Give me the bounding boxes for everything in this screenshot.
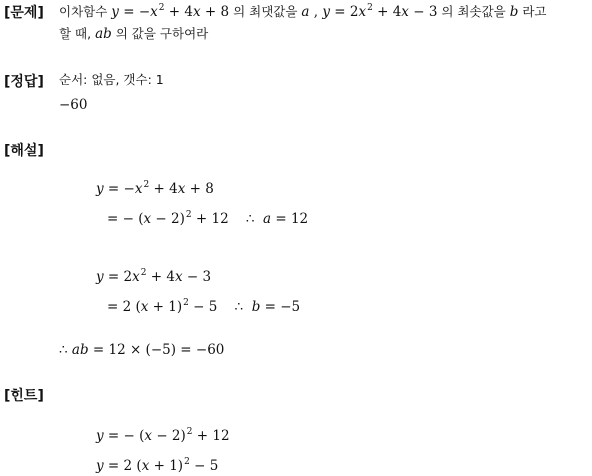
hint-eq-2: y = 2 $(x + 1)^2 - 5$ (96, 457, 219, 474)
explanation-eq-4: = 2 $(x + 1)^2 - 5$ ∴ b = −5 (107, 298, 301, 315)
explanation-eq-1: $y = -x^2 + 4x + 8$ (96, 180, 214, 197)
problem-line-2 (59, 26, 208, 43)
explanation-eq-2: = − $(x - 2)^2 + 12$ ∴ a = 12 (107, 210, 309, 227)
variable-b: b (509, 4, 519, 20)
explanation-tag: [해설] (4, 143, 44, 159)
problem-text: 할 때, (59, 26, 96, 41)
equation-2: $y = 2x^2 + 4x - 3$ (322, 3, 438, 20)
problem-text: 라고 (518, 4, 547, 19)
equation-1: $y = -x^2 + 4x + 8$ (111, 3, 230, 20)
hint-tag: [힌트] (4, 388, 44, 404)
answer-value: −60 (59, 97, 88, 113)
problem-text: 의 최솟값을 (437, 4, 510, 19)
problem-text: 의 값을 구하여라 (111, 26, 209, 41)
answer-info: 순서: 없음, 갯수: 1 (59, 72, 164, 87)
problem-text: 이차함수 (59, 4, 112, 19)
problem-line-1 (59, 4, 546, 22)
explanation-eq-3: $y = 2x^2 + 4x - 3$ (96, 268, 212, 285)
problem-tag: [문제] (4, 5, 44, 21)
explanation-conclusion: ∴ ab = 12 × (−5) = −60 (59, 342, 225, 358)
hint-eq-1: y = − $(x - 2)^2 + 12$ (96, 427, 230, 444)
separator: , (309, 4, 323, 20)
problem-text: 의 최댓값을 (229, 4, 302, 19)
variable-a: a (301, 4, 310, 20)
answer-tag: [정답] (4, 74, 44, 90)
variable-ab: ab (95, 26, 112, 42)
